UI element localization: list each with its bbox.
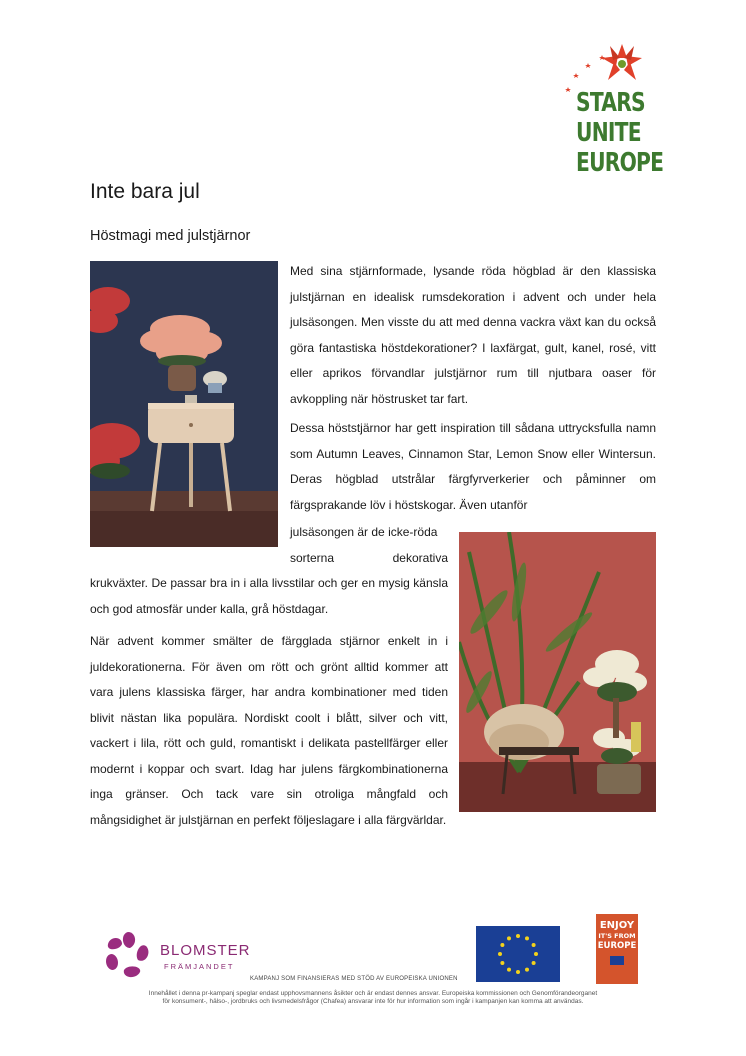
paragraph-2-line-b: sorterna dekorativa	[290, 551, 448, 565]
blomster-label: BLOMSTER	[160, 942, 251, 959]
logo-line-2: UNITE	[576, 118, 641, 148]
europe-label: EUROPE	[597, 941, 637, 951]
eu-flag	[476, 926, 560, 982]
eu-star	[498, 952, 502, 956]
eu-star	[507, 968, 511, 972]
page-subtitle: Höstmagi med julstjärnor	[90, 228, 251, 244]
enjoy-europe-logo	[596, 914, 638, 984]
its-from-label: IT'S FROM	[598, 932, 636, 940]
eu-star	[525, 936, 529, 940]
paragraph-3: När advent kommer smälter de färgglada stjärnor enkelt in i juldekorationerna. För även om rött och grönt alltid kommer att vara julens klassiska färger, har andra kombinationer med tiden blivit nästan lika populära. Nordiskt coolt i blått, silver och vitt, vackert i lila, rött och guld, romantiskt i delikata pastellfärger eller modernt i koppar och svart. Idag har julens färgkombinationerna inga gränser. Och tack vare sin otroliga mångfald och mångsidighet är julstjärnan en perfekt följeslagare i alla färgvärldar.	[90, 634, 448, 827]
eu-star	[516, 934, 520, 938]
eu-stars-icon	[476, 926, 560, 982]
eu-star	[500, 943, 504, 947]
eu-star	[500, 961, 504, 965]
page-title: Inte bara jul	[90, 180, 200, 203]
eu-star	[532, 943, 536, 947]
eu-campaign-note: KAMPANJ SOM FINANSIERAS MED STÖD AV EUROPEISKA UNIONEN	[250, 976, 458, 982]
blomster-framjandet-logo	[100, 926, 270, 982]
paragraph-2-intro: Dessa höststjärnor har gett inspiration till sådana uttrycksfulla namn som Autumn Leaves, Cinnamon Star, Lemon Snow eller Wintersun. Deras högblad utstrålar färgfyrverkerier och påminner om färgsprakande löv i höstskogar. Även utanför	[290, 421, 656, 512]
eu-star	[507, 936, 511, 940]
logo-line-3: EUROPE	[576, 148, 664, 178]
flower-icon	[100, 926, 156, 982]
paragraph-1: Med sina stjärnformade, lysande röda högblad är den klassiska julstjärnan en idealisk rumsdekoration i advent och under hela julsäsongen. Men visste du att med denna vackra växt kan du också göra fantastiska höstdekorationer? I laxfärgat, gult, kanel, rosé, vitt eller aprikos förvandlar julstjärnor rum till njutbara oaser för avkoppling när höstrusket tar fart.	[290, 264, 656, 406]
enjoy-label: ENJOY	[599, 920, 635, 931]
disclaimer-line-1: Innehållet i denna pr-kampanj speglar endast upphovsmannens åsikter och är endast dennes ansvar. Europeiska kommissionen och Genomförandeorganet	[148, 990, 598, 997]
eu-star	[525, 968, 529, 972]
eu-star	[516, 970, 520, 974]
disclaimer-line-2: för konsument-, hälso-, jordbruks och livsmedelsfrågor (Chafea) ansvarar inte för hur information som ingår i kampanjen kan komma att användas.	[162, 998, 584, 1005]
disclaimer	[100, 990, 646, 1006]
paragraph-2-line-a: julsäsongen är de icke-röda	[290, 525, 438, 539]
small-eu-flag-icon	[610, 956, 624, 965]
stars-unite-europe-logo	[552, 42, 664, 182]
logo-line-1: STARS	[576, 88, 645, 118]
framjandet-label: FRÄMJANDET	[164, 962, 235, 971]
paragraph-2-continued: krukväxter. De passar bra in i alla livsstilar och ger en mysig känsla och god atmosfär under kalla, grå höstdagar.	[90, 576, 448, 616]
eu-star	[532, 961, 536, 965]
poinsettia-stool-photo	[90, 261, 278, 547]
red-wall-palm-photo	[459, 532, 656, 812]
eu-star	[534, 952, 538, 956]
